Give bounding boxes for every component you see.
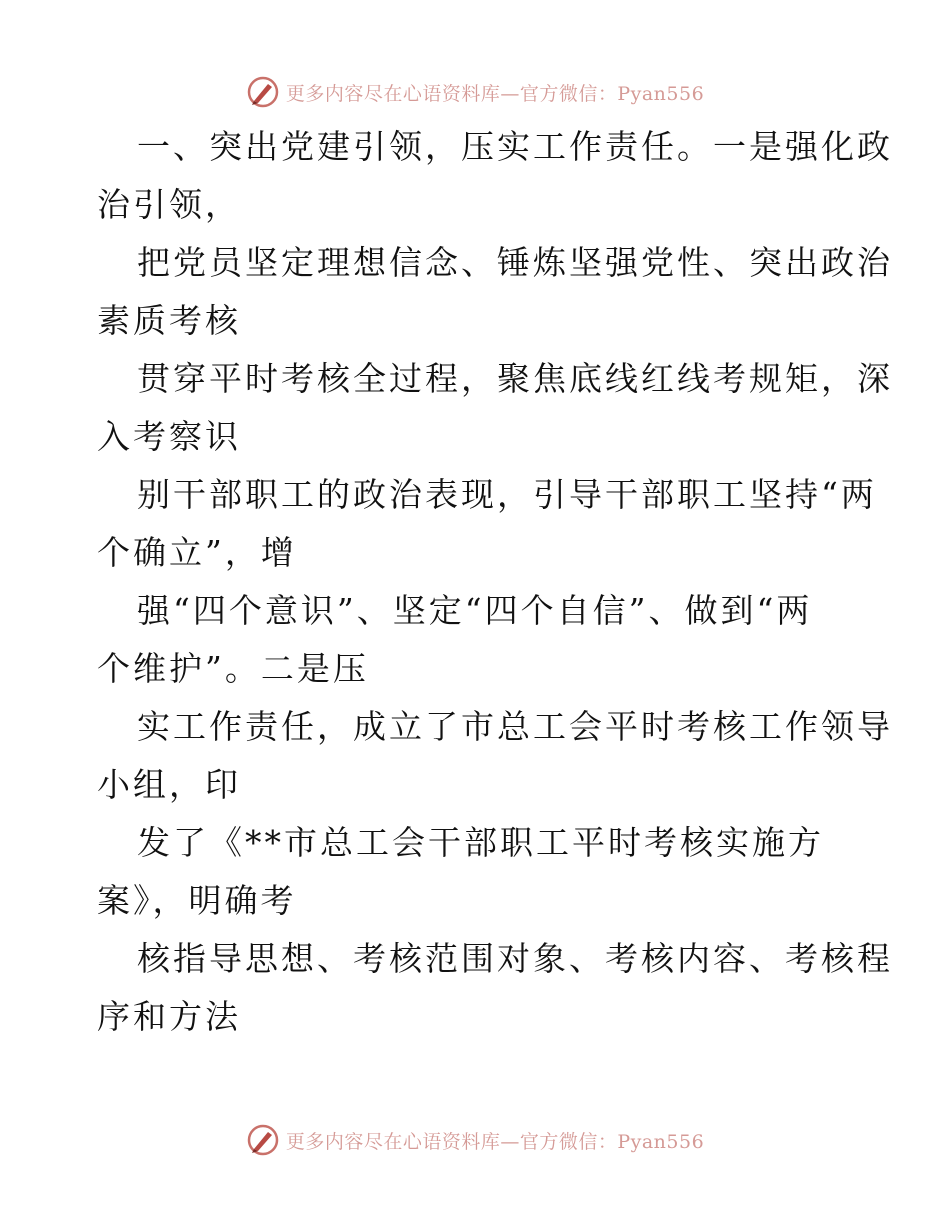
text-line: 核指导思想、考核范围对象、考核内容、考核程 [137,939,893,978]
text-line: 入考察识 [97,417,241,456]
watermark-text: 更多内容尽在心语资料库—官方微信：Pyan556 [285,82,705,105]
text-line: 治引领， [97,185,241,224]
text-line: 把党员坚定理想信念、锤炼坚强党性、突出政治 [137,243,893,282]
watermark-header [0,72,950,112]
text-line: 小组，印 [97,765,241,804]
text-line: 一、突出党建引领，压实工作责任。一是强化政 [137,127,893,166]
pen-logo-icon [246,75,280,109]
text-line: 个维护”。二是压 [97,649,369,688]
text-line: 案》，明确考 [97,881,297,920]
watermark-footer [0,1120,950,1160]
text-line: 强“四个意识”、坚定“四个自信”、做到“两 [137,591,813,630]
document-body [97,118,893,1046]
text-line: 序和方法 [97,997,241,1036]
text-line: 发了《**市总工会干部职工平时考核实施方 [137,823,824,862]
text-line: 个确立”，增 [97,533,297,572]
watermark-text: 更多内容尽在心语资料库—官方微信：Pyan556 [285,1130,705,1153]
text-line: 别干部职工的政治表现，引导干部职工坚持“两 [137,475,877,514]
text-line: 素质考核 [97,301,241,340]
text-line: 实工作责任，成立了市总工会平时考核工作领导 [137,707,893,746]
pen-logo-icon [246,1123,280,1157]
text-line: 贯穿平时考核全过程，聚焦底线红线考规矩，深 [137,359,893,398]
